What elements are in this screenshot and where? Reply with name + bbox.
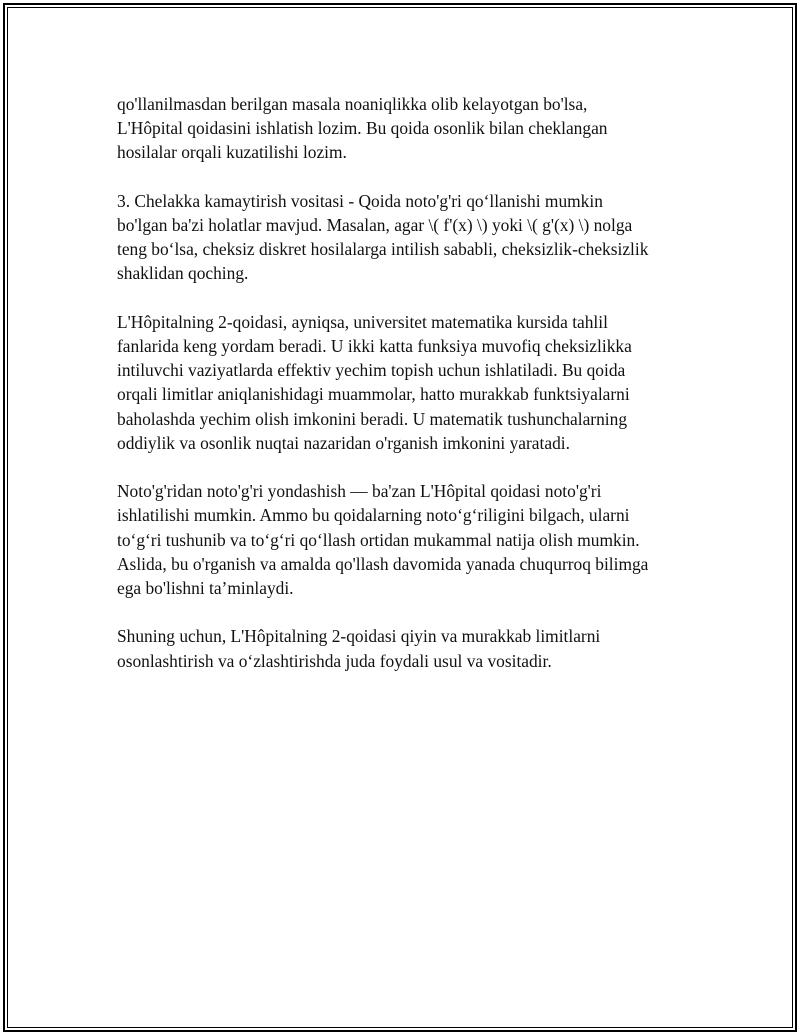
text-line: osonlashtirish va o‘zlashtirishda juda foydali usul va vositadir. xyxy=(117,650,552,671)
paragraph xyxy=(117,310,689,455)
text-line: ishlatilishi mumkin. Ammo bu qoidalarning noto‘g‘riligini bilgach, ularni xyxy=(117,505,630,526)
text-line: Shuning uchun, L'Hôpitalning 2-qoidasi qiyin va murakkab limitlarni xyxy=(117,626,601,647)
text-line: Aslida, bu o'rganish va amalda qo'llash davomida yanada chuqurroq bilimga xyxy=(117,553,649,574)
text-line: to‘g‘ri tushunib va to‘g‘ri qo‘llash ortidan mukammal natija olish mumkin. xyxy=(117,529,640,550)
text-line: bo'lgan ba'zi holatlar mavjud. Masalan, agar \( f'(x) \) yoki \( g'(x) \) nolga xyxy=(117,215,633,235)
paragraph xyxy=(117,479,689,600)
text-line: baholashda yechim olish imkonini beradi. U matematik tushunchalarning xyxy=(117,408,628,429)
text-line: oddiylik va osonlik nuqtai nazaridan o'rganish imkonini yaratadi. xyxy=(117,432,570,453)
text-line: 3. Chelakka kamaytirish vositasi - Qoida noto'g'ri qo‘llanishi mumkin xyxy=(117,190,603,211)
text-line: fanlarida keng yordam beradi. U ikki katta funksiya muvofiq cheksizlikka xyxy=(117,336,632,356)
text-line: shaklidan qoching. xyxy=(117,263,249,284)
text-line: L'Hôpitalning 2-qoidasi, ayniqsa, universitet matematika kursida tahlil xyxy=(117,311,608,332)
text-line: L'Hôpital qoidasini ishlatish lozim. Bu qoida osonlik bilan cheklangan xyxy=(117,118,608,139)
text-line: teng bo‘lsa, cheksiz diskret hosilalarga intilish sababli, cheksizlik-cheksizlik xyxy=(117,239,649,260)
paragraph xyxy=(117,624,689,672)
text-line: ega bo'lishni ta’minlaydi. xyxy=(117,578,294,599)
text-line: orqali limitlar aniqlanishidagi muammolar, hatto murakkab funktsiyalarni xyxy=(117,384,630,405)
document-body xyxy=(117,92,689,697)
text-line: intiluvchi vaziyatlarda effektiv yechim topish uchun ishlatiladi. Bu qoida xyxy=(117,360,626,381)
text-line: hosilalar orqali kuzatilishi lozim. xyxy=(117,142,347,163)
text-line: Noto'g'ridan noto'g'ri yondashish — ba'zan L'Hôpital qoidasi noto'g'ri xyxy=(117,481,602,502)
paragraph xyxy=(117,189,689,286)
paragraph xyxy=(117,92,689,165)
text-line: qo'llanilmasdan berilgan masala noaniqlikka olib kelayotgan bo'lsa, xyxy=(117,94,588,114)
